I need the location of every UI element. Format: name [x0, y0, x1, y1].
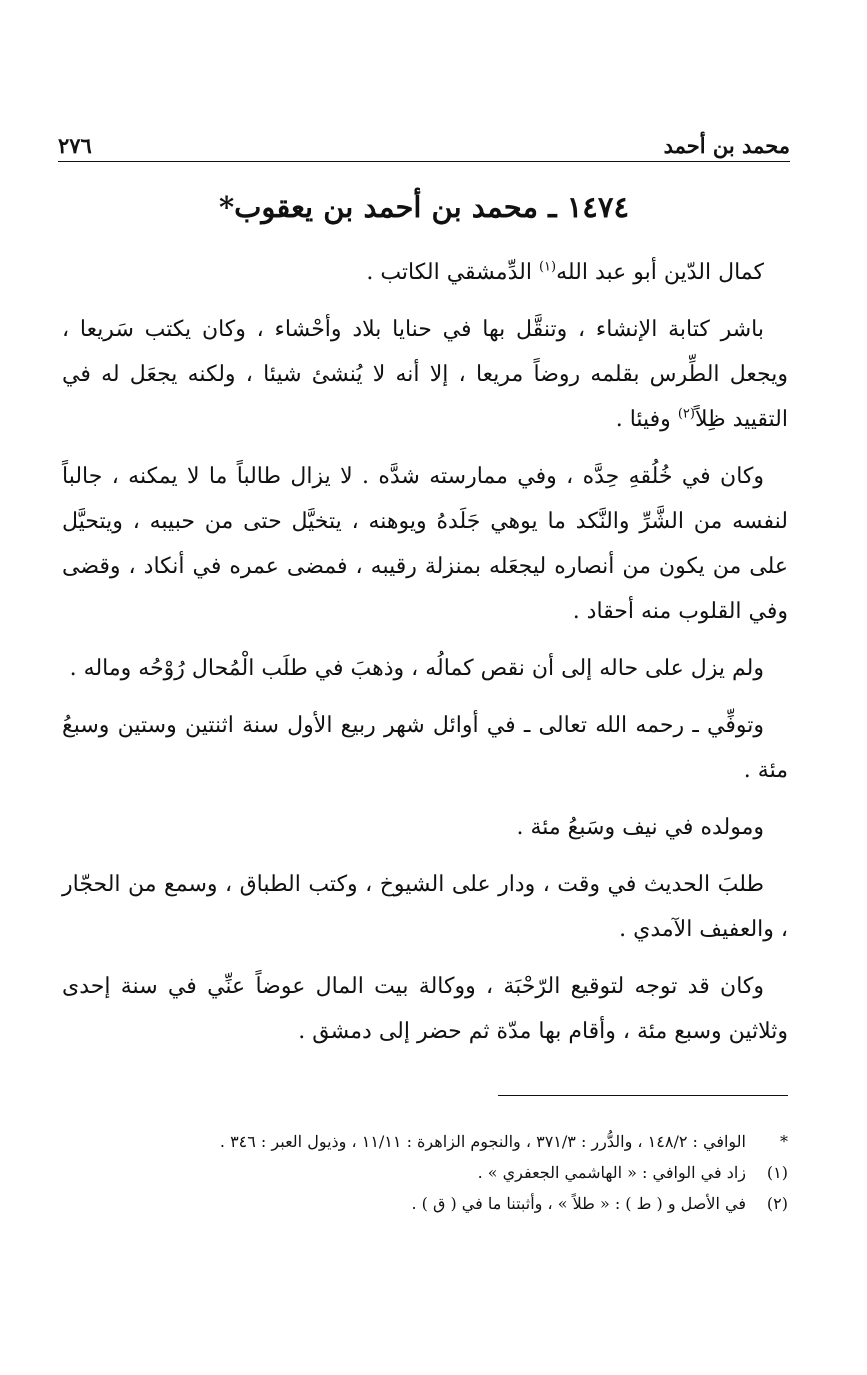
- entry-title: ١٤٧٤ ـ محمد بن أحمد بن يعقوب*: [218, 190, 630, 224]
- page-number: ٢٧٦: [58, 133, 92, 158]
- paragraph-text: باشر كتابة الإنشاء ، وتنقَّل بها في حنايا بلاد وأحْشاء ، وكان يكتب سَريعا ، ويجعل الطِّرس بقلمه روضاً مريعا ، إلا أنه لا يُنشئ شيئا ، ولكنه يجعَل له في التقييد ظِلاً: [62, 317, 788, 432]
- paragraph-decline: ولم يزل على حاله إلى أن نقص كمالُه ، وذهبَ في طلَب الْمُحال رُوْحُه وماله .: [69, 656, 764, 681]
- paragraph-birth: ومولده في نيف وسَبعُ مئة .: [516, 815, 764, 840]
- footnote-mark: *: [780, 1132, 788, 1151]
- paragraph-character: وكان في خُلُقهِ حِدَّه ، وفي ممارسته شدَّه . لا يزال طالباً ما لا يمكنه ، جالباً لنفسه من الشَّرِّ والنَّكد ما يوهي جَلَدهُ ويوهنه ، يتخيَّل حتى من حبيبه ، ويتحيَّل على من يكون من أنصاره ليجعَله بمنزلة رقيبه ، فمضى عمره في أنكاد ، وقضى وفي القلوب منه أحقاد .: [62, 464, 789, 624]
- paragraph-death: وتوفِّي ـ رحمه الله تعالى ـ في أوائل شهر ربيع الأول سنة اثنتين وستين وسبعُ مئة .: [62, 713, 788, 783]
- entry-body: [62, 250, 788, 1066]
- running-header: [58, 118, 790, 158]
- header-rule: [58, 161, 790, 162]
- footnote-2: [62, 1188, 788, 1219]
- footnote-ref[interactable]: (٢): [677, 406, 695, 422]
- paragraph-career: [62, 307, 788, 442]
- paragraph-studies: طلبَ الحديث في وقت ، ودار على الشيوخ ، وكتب الطباق ، وسمع من الحجّار ، والعفيف الآمدي .: [62, 872, 788, 942]
- footnote-text: في الأصل و ( ط ) : « طلاً » ، وأثبتنا ما في ( ق ) .: [411, 1194, 746, 1213]
- footnote-text: زاد في الوافي : « الهاشمي الجعفري » .: [477, 1163, 746, 1182]
- footnotes: [62, 1126, 788, 1219]
- paragraph-text: وفيئا .: [615, 407, 678, 432]
- footnote-mark: (١): [766, 1163, 788, 1182]
- paragraph-name: [62, 250, 788, 295]
- running-title: محمد بن أحمد: [663, 133, 790, 158]
- paragraph-posts: وكان قد توجه لتوقيع الرّحْبَة ، ووكالة بيت المال عوضاً عنِّي في سنة إحدى وثلاثين وسبع مئة ، وأقام بها مدّة ثم حضر إلى دمشق .: [62, 974, 788, 1044]
- paragraph-text: الدِّمشقي الكاتب .: [366, 260, 539, 285]
- footnote-rule: [498, 1095, 788, 1096]
- footnote-mark: (٢): [766, 1194, 788, 1213]
- footnote-text: الوافي : ١٤٨/٢ ، والدُّرر : ٣٧١/٣ ، والنجوم الزاهرة : ١١/١١ ، وذيول العبر : ٣٤٦ .: [219, 1132, 746, 1151]
- footnote-1: [62, 1157, 788, 1188]
- paragraph-text: كمال الدّين أبو عبد الله: [556, 260, 764, 285]
- footnote-ref[interactable]: (١): [538, 259, 557, 275]
- footnote-sources: [62, 1126, 788, 1157]
